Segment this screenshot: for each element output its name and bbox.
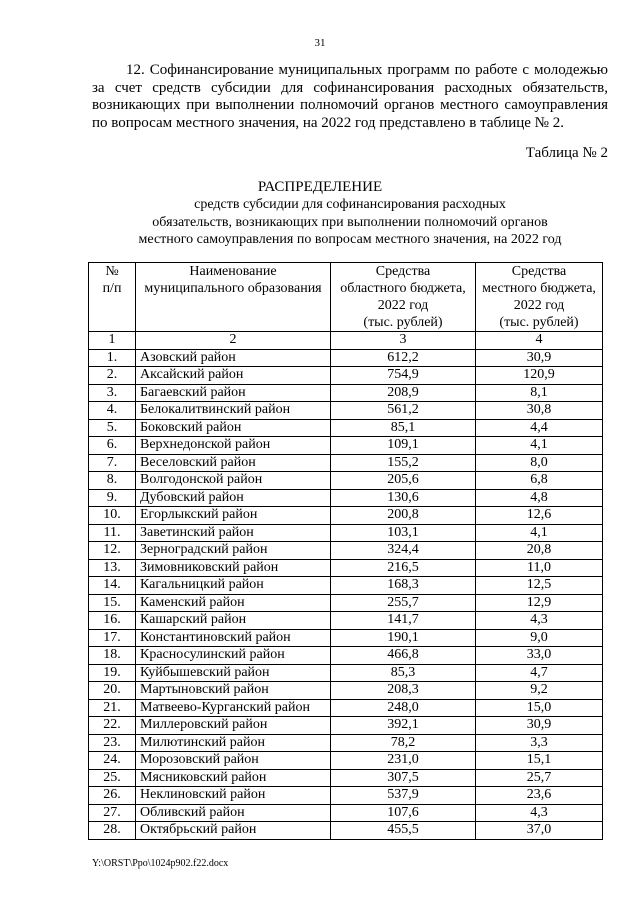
local-budget-value: 30,8 bbox=[476, 402, 603, 420]
regional-budget-value: 168,3 bbox=[331, 577, 476, 595]
header-local-budget bbox=[476, 263, 603, 332]
regional-budget-value: 754,9 bbox=[331, 367, 476, 385]
local-budget-value: 23,6 bbox=[476, 787, 603, 805]
municipality-name: Веселовский район bbox=[136, 454, 331, 472]
municipality-name: Зимовниковский район bbox=[136, 559, 331, 577]
table-row bbox=[89, 472, 603, 490]
header-line: Наименование bbox=[189, 264, 277, 279]
local-budget-value: 37,0 bbox=[476, 822, 603, 840]
regional-budget-value: 561,2 bbox=[331, 402, 476, 420]
row-number: 13. bbox=[89, 559, 136, 577]
row-number: 14. bbox=[89, 577, 136, 595]
header-line: (тыс. рублей) bbox=[499, 315, 579, 330]
table-row bbox=[89, 402, 603, 420]
local-budget-value: 33,0 bbox=[476, 647, 603, 665]
table-row bbox=[89, 629, 603, 647]
table-row bbox=[89, 489, 603, 507]
table-row bbox=[89, 349, 603, 367]
row-number: 1. bbox=[89, 349, 136, 367]
local-budget-value: 120,9 bbox=[476, 367, 603, 385]
table-row bbox=[89, 734, 603, 752]
table-row bbox=[89, 787, 603, 805]
header-line: п/п bbox=[102, 281, 122, 296]
row-number: 3. bbox=[89, 384, 136, 402]
column-number: 1 bbox=[89, 332, 136, 350]
distribution-subheading bbox=[60, 196, 640, 249]
row-number: 12. bbox=[89, 542, 136, 560]
regional-budget-value: 208,9 bbox=[331, 384, 476, 402]
header-municipality bbox=[136, 263, 331, 332]
header-line: муниципального образования bbox=[144, 281, 322, 296]
regional-budget-value: 537,9 bbox=[331, 787, 476, 805]
row-number: 28. bbox=[89, 822, 136, 840]
subheading-line: местного самоуправления по вопросам местного значения, на 2022 год bbox=[138, 232, 562, 247]
row-number: 5. bbox=[89, 419, 136, 437]
row-number: 24. bbox=[89, 752, 136, 770]
regional-budget-value: 141,7 bbox=[331, 612, 476, 630]
regional-budget-value: 455,5 bbox=[331, 822, 476, 840]
table-row bbox=[89, 699, 603, 717]
local-budget-value: 30,9 bbox=[476, 717, 603, 735]
table-header-row bbox=[89, 263, 603, 332]
regional-budget-value: 200,8 bbox=[331, 507, 476, 525]
table-row bbox=[89, 454, 603, 472]
municipality-name: Волгодонской район bbox=[136, 472, 331, 490]
table-row bbox=[89, 769, 603, 787]
table-row bbox=[89, 507, 603, 525]
table-row bbox=[89, 524, 603, 542]
local-budget-value: 20,8 bbox=[476, 542, 603, 560]
header-line: Средства bbox=[375, 264, 431, 279]
local-budget-value: 15,0 bbox=[476, 699, 603, 717]
regional-budget-value: 466,8 bbox=[331, 647, 476, 665]
header-line: местного бюджета, bbox=[482, 281, 596, 296]
file-path-footer: Y:\ORST\Ppo\1024p902.f22.docx bbox=[92, 858, 229, 869]
municipality-name: Обливский район bbox=[136, 804, 331, 822]
municipality-name: Аксайский район bbox=[136, 367, 331, 385]
table-row bbox=[89, 612, 603, 630]
municipality-name: Каменский район bbox=[136, 594, 331, 612]
row-number: 22. bbox=[89, 717, 136, 735]
row-number: 8. bbox=[89, 472, 136, 490]
municipality-name: Багаевский район bbox=[136, 384, 331, 402]
subheading-line: средств субсидии для софинансирования расходных bbox=[194, 197, 506, 212]
regional-budget-value: 85,1 bbox=[331, 419, 476, 437]
row-number: 7. bbox=[89, 454, 136, 472]
table-row bbox=[89, 419, 603, 437]
local-budget-value: 4,7 bbox=[476, 664, 603, 682]
local-budget-value: 8,0 bbox=[476, 454, 603, 472]
regional-budget-value: 109,1 bbox=[331, 437, 476, 455]
row-number: 15. bbox=[89, 594, 136, 612]
row-number: 25. bbox=[89, 769, 136, 787]
municipality-name: Дубовский район bbox=[136, 489, 331, 507]
row-number: 4. bbox=[89, 402, 136, 420]
row-number: 19. bbox=[89, 664, 136, 682]
municipality-name: Милютинский район bbox=[136, 734, 331, 752]
municipality-name: Зерноградский район bbox=[136, 542, 331, 560]
header-line: № bbox=[105, 264, 119, 279]
municipality-name: Мартыновский район bbox=[136, 682, 331, 700]
header-line: 2022 год bbox=[513, 298, 565, 313]
municipality-name: Азовский район bbox=[136, 349, 331, 367]
municipality-name: Боковский район bbox=[136, 419, 331, 437]
row-number: 18. bbox=[89, 647, 136, 665]
local-budget-value: 4,4 bbox=[476, 419, 603, 437]
municipality-name: Матвеево-Курганский район bbox=[136, 699, 331, 717]
local-budget-value: 9,0 bbox=[476, 629, 603, 647]
regional-budget-value: 231,0 bbox=[331, 752, 476, 770]
regional-budget-value: 107,6 bbox=[331, 804, 476, 822]
table-row bbox=[89, 367, 603, 385]
regional-budget-value: 103,1 bbox=[331, 524, 476, 542]
regional-budget-value: 216,5 bbox=[331, 559, 476, 577]
table-row bbox=[89, 752, 603, 770]
table-row bbox=[89, 594, 603, 612]
municipality-name: Константиновский район bbox=[136, 629, 331, 647]
subsidy-table bbox=[88, 262, 603, 840]
header-line: Средства bbox=[511, 264, 567, 279]
header-regional-budget bbox=[331, 263, 476, 332]
column-number: 2 bbox=[136, 332, 331, 350]
local-budget-value: 3,3 bbox=[476, 734, 603, 752]
column-number: 3 bbox=[331, 332, 476, 350]
local-budget-value: 12,9 bbox=[476, 594, 603, 612]
table-row bbox=[89, 682, 603, 700]
municipality-name: Мясниковский район bbox=[136, 769, 331, 787]
local-budget-value: 11,0 bbox=[476, 559, 603, 577]
municipality-name: Красносулинский район bbox=[136, 647, 331, 665]
table-row bbox=[89, 542, 603, 560]
row-number: 20. bbox=[89, 682, 136, 700]
row-number: 17. bbox=[89, 629, 136, 647]
table-row bbox=[89, 577, 603, 595]
regional-budget-value: 190,1 bbox=[331, 629, 476, 647]
row-number: 2. bbox=[89, 367, 136, 385]
regional-budget-value: 78,2 bbox=[331, 734, 476, 752]
municipality-name: Морозовский район bbox=[136, 752, 331, 770]
local-budget-value: 4,8 bbox=[476, 489, 603, 507]
row-number: 27. bbox=[89, 804, 136, 822]
municipality-name: Заветинский район bbox=[136, 524, 331, 542]
regional-budget-value: 612,2 bbox=[331, 349, 476, 367]
regional-budget-value: 130,6 bbox=[331, 489, 476, 507]
local-budget-value: 8,1 bbox=[476, 384, 603, 402]
local-budget-value: 4,3 bbox=[476, 804, 603, 822]
table-row bbox=[89, 664, 603, 682]
regional-budget-value: 307,5 bbox=[331, 769, 476, 787]
municipality-name: Егорлыкский район bbox=[136, 507, 331, 525]
municipality-name: Верхнедонской район bbox=[136, 437, 331, 455]
local-budget-value: 25,7 bbox=[476, 769, 603, 787]
table-row bbox=[89, 559, 603, 577]
regional-budget-value: 392,1 bbox=[331, 717, 476, 735]
local-budget-value: 4,1 bbox=[476, 437, 603, 455]
header-number bbox=[89, 263, 136, 332]
municipality-name: Миллеровский район bbox=[136, 717, 331, 735]
regional-budget-value: 324,4 bbox=[331, 542, 476, 560]
row-number: 6. bbox=[89, 437, 136, 455]
subheading-line: обязательств, возникающих при выполнении полномочий органов bbox=[152, 214, 548, 230]
intro-paragraph: 12. Софинансирование муниципальных программ по работе с молодежью за счет средств субсидии для софинансирования расходных обязательств, возникающих при выполнении полномочий органов местного самоуправления по вопросам местного значения, на 2022 год представлено в таблице № 2. bbox=[92, 62, 608, 131]
row-number: 9. bbox=[89, 489, 136, 507]
local-budget-value: 15,1 bbox=[476, 752, 603, 770]
municipality-name: Кашарский район bbox=[136, 612, 331, 630]
regional-budget-value: 155,2 bbox=[331, 454, 476, 472]
row-number: 10. bbox=[89, 507, 136, 525]
local-budget-value: 12,6 bbox=[476, 507, 603, 525]
column-number-row bbox=[89, 332, 603, 350]
table-row bbox=[89, 647, 603, 665]
regional-budget-value: 85,3 bbox=[331, 664, 476, 682]
municipality-name: Куйбышевский район bbox=[136, 664, 331, 682]
municipality-name: Белокалитвинский район bbox=[136, 402, 331, 420]
local-budget-value: 4,1 bbox=[476, 524, 603, 542]
local-budget-value: 9,2 bbox=[476, 682, 603, 700]
row-number: 21. bbox=[89, 699, 136, 717]
table-row bbox=[89, 717, 603, 735]
table-label: Таблица № 2 bbox=[525, 145, 608, 161]
page-number: 31 bbox=[314, 37, 326, 49]
header-line: (тыс. рублей) bbox=[363, 315, 443, 330]
municipality-name: Неклиновский район bbox=[136, 787, 331, 805]
row-number: 16. bbox=[89, 612, 136, 630]
row-number: 26. bbox=[89, 787, 136, 805]
header-line: 2022 год bbox=[377, 298, 429, 313]
regional-budget-value: 255,7 bbox=[331, 594, 476, 612]
local-budget-value: 30,9 bbox=[476, 349, 603, 367]
table-row bbox=[89, 804, 603, 822]
regional-budget-value: 208,3 bbox=[331, 682, 476, 700]
row-number: 11. bbox=[89, 524, 136, 542]
local-budget-value: 12,5 bbox=[476, 577, 603, 595]
regional-budget-value: 205,6 bbox=[331, 472, 476, 490]
distribution-heading: РАСПРЕДЕЛЕНИЕ bbox=[257, 179, 383, 195]
table-row bbox=[89, 822, 603, 840]
local-budget-value: 6,8 bbox=[476, 472, 603, 490]
row-number: 23. bbox=[89, 734, 136, 752]
municipality-name: Кагальницкий район bbox=[136, 577, 331, 595]
municipality-name: Октябрьский район bbox=[136, 822, 331, 840]
header-line: областного бюджета, bbox=[340, 281, 466, 296]
column-number: 4 bbox=[476, 332, 603, 350]
table-row bbox=[89, 437, 603, 455]
table-row bbox=[89, 384, 603, 402]
local-budget-value: 4,3 bbox=[476, 612, 603, 630]
regional-budget-value: 248,0 bbox=[331, 699, 476, 717]
